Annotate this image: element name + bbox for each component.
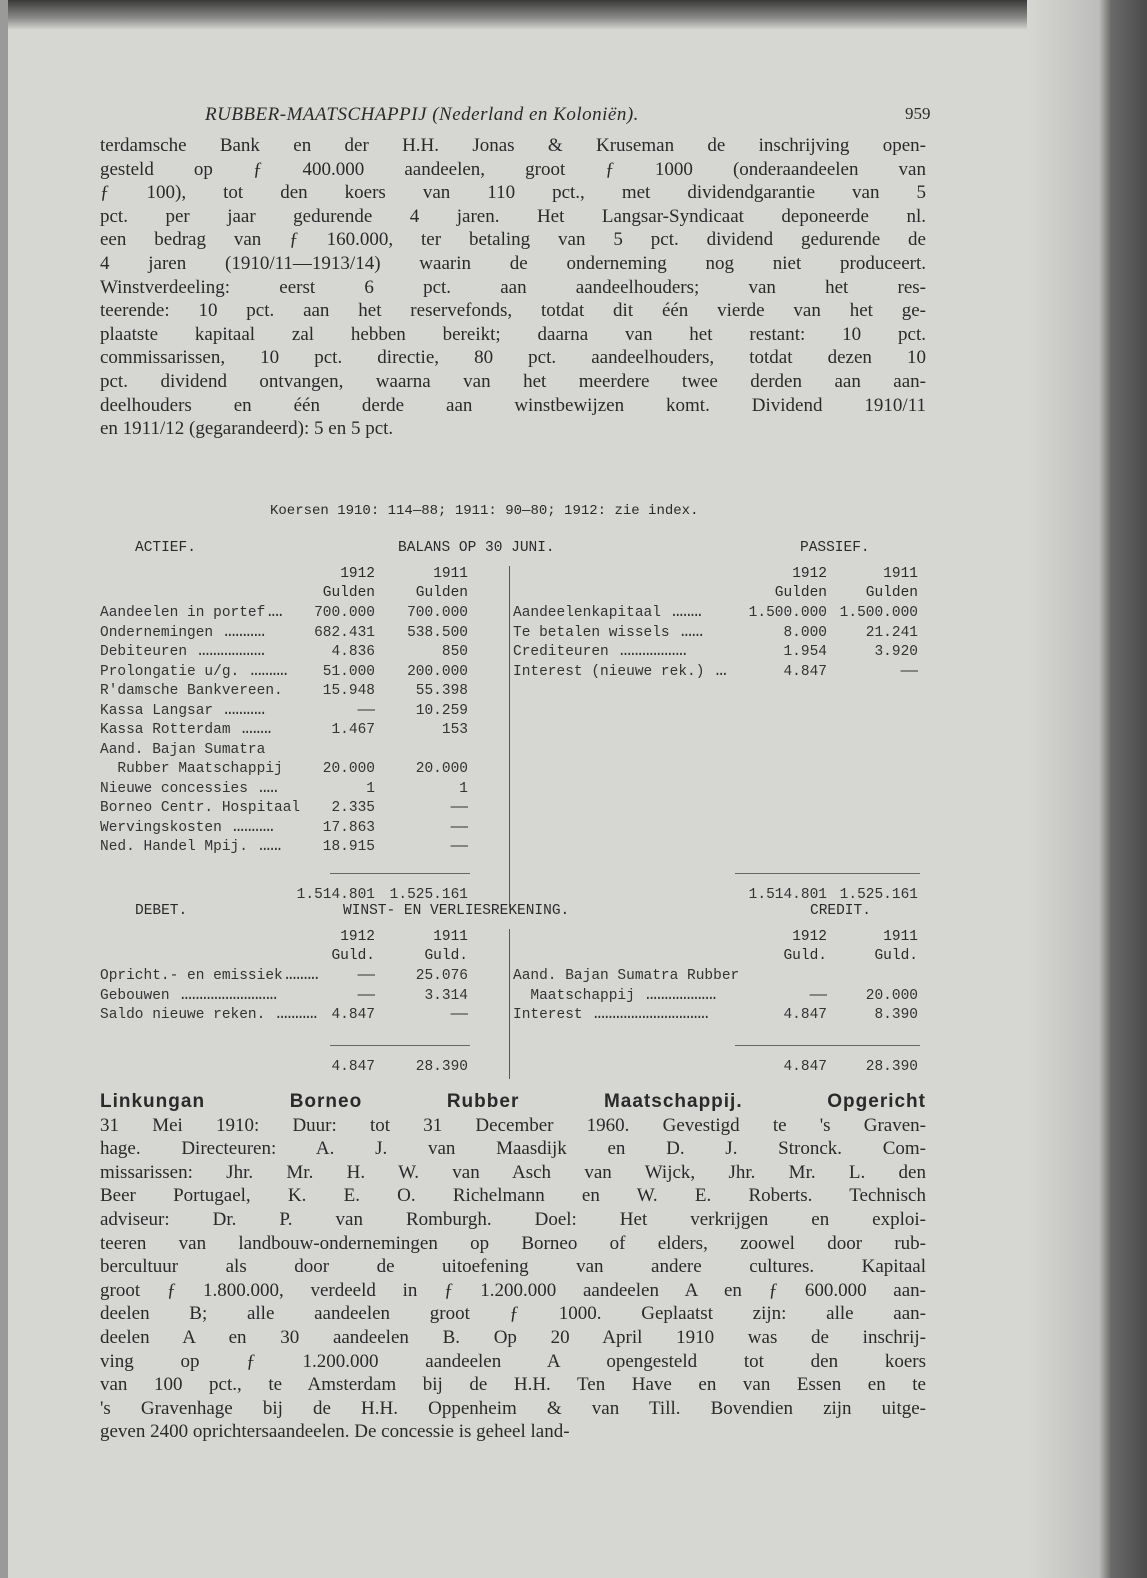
dot-leader: ......: [256, 839, 279, 855]
dot-leader: ...........: [221, 624, 263, 641]
value-1912: 4.836: [331, 644, 375, 660]
total-value: 1.514.801: [296, 886, 375, 903]
dot-leader: ......: [678, 624, 701, 641]
value-1912: 4.847: [331, 1007, 375, 1023]
column-divider: [509, 566, 510, 907]
row-label: Aand. Bajan Sumatra Rubber: [513, 968, 740, 984]
year-header: 1912: [340, 566, 375, 582]
value-1912: 4.847: [783, 663, 827, 680]
value-1911: 21.241: [865, 624, 918, 641]
text-line: terdamsche Bank en der H.H. Jonas & Kruseman de inschrijving open-: [100, 135, 926, 156]
text-line: Linkungan Borneo Rubber Maatschappij. Opgericht: [100, 1091, 926, 1112]
dot-leader: .........: [282, 968, 317, 984]
row-label: Saldo nieuwe reken. ...........: [100, 1007, 315, 1023]
value-1912: 17.863: [322, 819, 375, 836]
value-1911: 20.000: [415, 761, 468, 777]
text-line: deelen B; alle aandeelen groot ƒ 1000. Geplaatst zijn: alle aan-: [100, 1303, 926, 1325]
value-1911: 700.000: [407, 605, 468, 621]
dot-leader: ...........: [274, 1007, 315, 1023]
table-title: BALANS OP 30 JUNI.: [398, 540, 555, 556]
value-1912: 1: [366, 780, 375, 797]
text-line: missarissen: Jhr. Mr. H. W. van Asch van Wijck, Jhr. Mr. L. den: [100, 1161, 926, 1183]
unit-header: Gulden: [865, 585, 918, 601]
dot-leader: ...........: [221, 702, 263, 719]
total-value: 1.525.161: [839, 886, 918, 903]
row-label: Aand. Bajan Sumatra: [100, 741, 266, 758]
text-line: ƒ 100), tot den koers van 110 pct., met dividendgarantie van 5: [100, 182, 926, 204]
value-1912: ——: [357, 968, 375, 984]
scan-top-edge: [0, 0, 1147, 30]
text-line: groot ƒ 1.800.000, verdeeld in ƒ 1.200.000 aandeelen A en ƒ 600.000 aan-: [100, 1279, 926, 1301]
text-line: adviseur: Dr. P. van Romburgh. Doel: Het verkrijgen en exploi-: [100, 1208, 926, 1230]
dot-leader: ...................: [643, 987, 714, 1004]
value-1912: ——: [809, 987, 827, 1004]
text-line: en 1911/12 (gegarandeerd): 5 en 5 pct.: [100, 418, 394, 440]
value-1912: ——: [357, 702, 375, 719]
dot-leader: ..........................: [178, 987, 275, 1004]
sum-rule: [735, 1045, 920, 1046]
row-label: Wervingskosten ...........: [100, 819, 272, 836]
unit-header: Gulden: [774, 585, 827, 601]
year-header: 1911: [433, 929, 468, 945]
total-value: 4.847: [783, 1058, 827, 1075]
linkungan-paragraph: [100, 1090, 926, 1444]
right-heading: PASSIEF.: [800, 540, 870, 556]
row-label: Maatschappij ...................: [513, 987, 714, 1004]
value-1911: 1: [459, 780, 468, 797]
dot-leader: ...: [713, 663, 725, 680]
value-1911: 200.000: [407, 663, 468, 680]
year-header: 1912: [792, 566, 827, 582]
dot-leader: ...........: [230, 819, 272, 836]
row-label: R'damsche Bankvereen.: [100, 683, 283, 699]
value-1911: ——: [450, 1007, 468, 1023]
dot-leader: ...............................: [591, 1007, 707, 1023]
value-1911: 3.920: [874, 644, 918, 660]
value-1911: 25.076: [415, 968, 468, 984]
total-value: 28.390: [415, 1058, 468, 1075]
total-value: 4.847: [331, 1058, 375, 1075]
year-header: 1912: [340, 929, 375, 945]
sum-rule: [330, 1045, 470, 1046]
text-line: deelhouders en één derde aan winstbewijzen komt. Dividend 1910/11: [100, 394, 926, 416]
value-1911: 3.314: [424, 987, 468, 1004]
sum-rule: [735, 873, 920, 874]
value-1912: 682.431: [314, 624, 375, 641]
value-1911: ——: [450, 800, 468, 816]
value-1911: 850: [441, 644, 468, 660]
total-value: 28.390: [865, 1058, 918, 1075]
dot-leader: .....: [256, 780, 276, 797]
page-number: 959: [905, 104, 931, 123]
text-line: teeren van landbouw-ondernemingen op Borneo of elders, zoowel door rub-: [100, 1232, 926, 1254]
value-1911: 10.259: [415, 702, 468, 719]
row-label: Aandeelenkapitaal ........: [513, 605, 700, 621]
row-label: Aandeelen in portef....: [100, 605, 281, 621]
row-label: Kassa Langsar ...........: [100, 702, 263, 719]
text-line: van 100 pct., te Amsterdam bij de H.H. Ten Have en van Essen en te: [100, 1374, 926, 1396]
text-line: bercultuur als door de uitoefening van andere cultures. Kapitaal: [100, 1256, 926, 1278]
year-header: 1912: [792, 929, 827, 945]
value-1911: ——: [900, 663, 918, 680]
row-label: Interest ...............................: [513, 1007, 707, 1023]
row-label: Nieuwe concessies .....: [100, 780, 276, 797]
row-label: Ned. Handel Mpij. ......: [100, 839, 279, 855]
text-line: plaatste kapitaal zal hebben bereikt; daarna van het restant: 10 pct.: [100, 323, 926, 345]
row-label: Interest (nieuwe rek.) ...: [513, 663, 725, 680]
text-line: Winstverdeeling: eerst 6 pct. aan aandeelhouders; van het res-: [100, 276, 926, 298]
total-value: 1.514.801: [748, 886, 827, 903]
dot-leader: ........: [239, 722, 269, 738]
dot-leader: ....: [265, 605, 281, 621]
table-title: WINST- EN VERLIESREKENING.: [343, 903, 570, 919]
value-1912: ——: [357, 987, 375, 1004]
row-label: Prolongatie u/g. ..........: [100, 663, 285, 680]
text-line: een bedrag van ƒ 160.000, ter betaling van 5 pct. dividend gedurende de: [100, 229, 926, 251]
value-1912: 8.000: [783, 624, 827, 641]
value-1911: 1.500.000: [839, 605, 918, 621]
unit-header: Guld.: [424, 948, 468, 964]
value-1912: 15.948: [322, 683, 375, 699]
text-line: commissarissen, 10 pct. directie, 80 pct. aandeelhouders, totdat dezen 10: [100, 347, 926, 369]
unit-header: Gulden: [415, 585, 468, 601]
year-header: 1911: [433, 566, 468, 582]
row-label: Debiteuren ..................: [100, 644, 263, 660]
unit-header: Gulden: [322, 585, 375, 601]
total-value: 1.525.161: [389, 886, 468, 903]
value-1912: 700.000: [314, 605, 375, 621]
text-line: teerende: 10 pct. aan het reservefonds, totdat dit één vierde van het ge-: [100, 300, 926, 322]
value-1911: 55.398: [415, 683, 468, 699]
text-line: 4 jaren (1910/11—1913/14) waarin de onderneming nog niet produceert.: [100, 252, 926, 274]
value-1911: 8.390: [874, 1007, 918, 1023]
sum-rule: [330, 873, 470, 874]
right-heading: CREDIT.: [810, 903, 871, 919]
left-heading: DEBET.: [135, 903, 188, 919]
koersen-line: Koersen 1910: 114—88; 1911: 90—80; 1912: zie index.: [270, 503, 699, 519]
text-line: hage. Directeuren: A. J. van Maasdijk en D. J. Stronck. Com-: [100, 1138, 926, 1160]
unit-header: Guld.: [331, 948, 375, 964]
value-1912: 20.000: [322, 761, 375, 777]
text-line: 31 Mei 1910: Duur: tot 31 December 1960. Gevestigd te 's Graven-: [100, 1114, 926, 1136]
text-line: pct. dividend ontvangen, waarna van het meerdere twee derden aan aan-: [100, 370, 926, 392]
value-1912: 1.500.000: [748, 605, 827, 621]
unit-header: Guld.: [783, 948, 827, 964]
text-line: gesteld op ƒ 400.000 aandeelen, groot ƒ 1000 (onderaandeelen van: [100, 158, 926, 180]
row-label: Ondernemingen ...........: [100, 624, 263, 641]
year-header: 1911: [883, 566, 918, 582]
left-heading: ACTIEF.: [135, 540, 196, 556]
value-1912: 1.467: [331, 722, 375, 738]
value-1911: ——: [450, 819, 468, 836]
running-title: RUBBER-MAATSCHAPPIJ (Nederland en Koloniën).: [205, 104, 639, 125]
value-1911: 153: [441, 722, 468, 738]
row-label: Crediteuren ..................: [513, 644, 685, 660]
value-1911: ——: [450, 839, 468, 855]
row-label: Kassa Rotterdam ........: [100, 722, 269, 738]
column-divider: [509, 929, 510, 1079]
row-label: Rubber Maatschappij: [100, 761, 283, 777]
text-line: ving op ƒ 1.200.000 aandeelen A opengesteld tot den koers: [100, 1350, 926, 1372]
text-line: pct. per jaar gedurende 4 jaren. Het Langsar-Syndicaat deponeerde nl.: [100, 205, 926, 227]
intro-paragraph: [100, 134, 926, 441]
scan-left-edge: [0, 0, 8, 1578]
value-1912: 2.335: [331, 800, 375, 816]
year-header: 1911: [883, 929, 918, 945]
dot-leader: ..........: [247, 663, 285, 680]
row-label: Te betalen wissels ......: [513, 624, 701, 641]
text-line: 's Gravenhage bij de H.H. Oppenheim & van Till. Bovendien zijn uitge-: [100, 1397, 926, 1419]
value-1912: 4.847: [783, 1007, 827, 1023]
text-line: deelen A en 30 aandeelen B. Op 20 April 1910 was de inschrij-: [100, 1326, 926, 1348]
dot-leader: ..................: [195, 644, 263, 660]
value-1912: 51.000: [322, 663, 375, 680]
text-line: Beer Portugael, K. E. O. Richelmann en W. E. Roberts. Technisch: [100, 1185, 926, 1207]
text-line: geven 2400 oprichtersaandeelen. De concessie is geheel land-: [100, 1421, 570, 1443]
value-1911: 20.000: [865, 987, 918, 1004]
dot-leader: ..................: [617, 644, 685, 660]
row-label: Opricht.- en emissiek.........: [100, 968, 317, 984]
dot-leader: ........: [669, 605, 700, 621]
value-1912: 18.915: [322, 839, 375, 855]
row-label: Gebouwen ..........................: [100, 987, 275, 1004]
unit-header: Guld.: [874, 948, 918, 964]
value-1912: 1.954: [783, 644, 827, 660]
value-1911: 538.500: [407, 624, 468, 641]
row-label: Borneo Centr. Hospitaal: [100, 800, 301, 816]
book-spine-edge: [1027, 0, 1147, 1578]
